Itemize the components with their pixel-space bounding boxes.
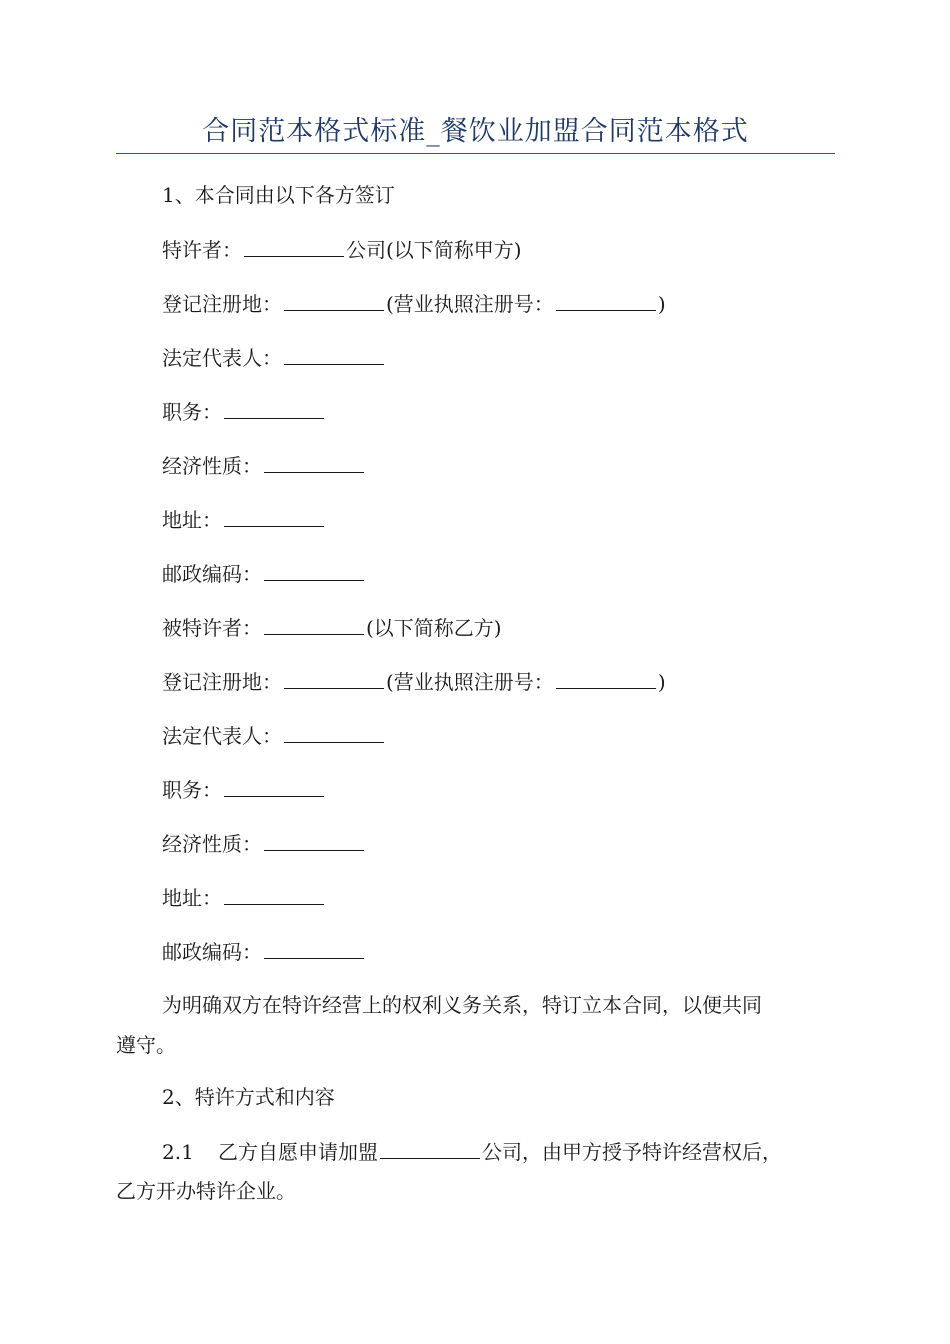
fill-blank bbox=[284, 666, 384, 689]
fill-blank bbox=[264, 936, 364, 959]
fill-blank bbox=[284, 342, 384, 365]
franchisor-label: 特许者： bbox=[162, 238, 242, 262]
position-label: 职务： bbox=[162, 778, 222, 802]
economic-nature-label: 经济性质： bbox=[162, 832, 262, 856]
franchisor-suffix: 公司(以下简称甲方) bbox=[346, 238, 522, 262]
party-a-registration-line bbox=[162, 288, 666, 319]
clause-2-1-line-1 bbox=[162, 1136, 782, 1167]
party-a-franchisor-line bbox=[162, 234, 522, 265]
franchisee-label: 被特许者： bbox=[162, 616, 262, 640]
clause-text-post: 公司，由甲方授予特许经营权后， bbox=[482, 1140, 782, 1164]
party-b-postcode-line bbox=[162, 936, 366, 967]
fill-blank bbox=[264, 558, 364, 581]
registration-label: 登记注册地： bbox=[162, 670, 282, 694]
license-close: ) bbox=[657, 292, 666, 316]
purpose-paragraph-line-1: 为明确双方在特许经营上的权利义务关系，特订立本合同，以便共同 bbox=[162, 993, 762, 1017]
fill-blank bbox=[224, 882, 324, 905]
fill-blank bbox=[224, 396, 324, 419]
clause-2-1-line-2: 乙方开办特许企业。 bbox=[116, 1179, 296, 1203]
fill-blank bbox=[264, 450, 364, 473]
section-2-heading: 2、特许方式和内容 bbox=[162, 1085, 335, 1109]
registration-label: 登记注册地： bbox=[162, 292, 282, 316]
party-a-address-line bbox=[162, 504, 326, 535]
fill-blank bbox=[556, 288, 656, 311]
party-a-representative-line bbox=[162, 342, 386, 373]
representative-label: 法定代表人： bbox=[162, 724, 282, 748]
party-a-nature-line bbox=[162, 450, 366, 481]
party-b-position-line bbox=[162, 774, 326, 805]
party-a-postcode-line bbox=[162, 558, 366, 589]
address-label: 地址： bbox=[162, 886, 222, 910]
position-label: 职务： bbox=[162, 400, 222, 424]
fill-blank bbox=[244, 234, 344, 257]
license-label: (营业执照注册号： bbox=[386, 670, 554, 694]
franchisee-suffix: (以下简称乙方) bbox=[366, 616, 502, 640]
title-underline bbox=[116, 153, 835, 154]
fill-blank bbox=[284, 720, 384, 743]
representative-label: 法定代表人： bbox=[162, 346, 282, 370]
party-a-position-line bbox=[162, 396, 326, 427]
fill-blank bbox=[556, 666, 656, 689]
clause-text-pre: 乙方自愿申请加盟 bbox=[218, 1140, 378, 1164]
party-b-address-line bbox=[162, 882, 326, 913]
fill-blank bbox=[380, 1136, 480, 1159]
party-b-franchisee-line bbox=[162, 612, 502, 643]
license-close: ) bbox=[657, 670, 666, 694]
party-b-nature-line bbox=[162, 828, 366, 859]
party-b-representative-line bbox=[162, 720, 386, 751]
party-b-registration-line bbox=[162, 666, 666, 697]
section-1-heading: 1、本合同由以下各方签订 bbox=[162, 183, 395, 207]
fill-blank bbox=[224, 774, 324, 797]
license-label: (营业执照注册号： bbox=[386, 292, 554, 316]
document-title: 合同范本格式标准_餐饮业加盟合同范本格式 bbox=[202, 116, 749, 147]
purpose-paragraph-line-2: 遵守。 bbox=[116, 1033, 176, 1057]
fill-blank bbox=[264, 828, 364, 851]
address-label: 地址： bbox=[162, 508, 222, 532]
clause-number: 2.1 bbox=[162, 1140, 194, 1164]
fill-blank bbox=[224, 504, 324, 527]
postcode-label: 邮政编码： bbox=[162, 940, 262, 964]
economic-nature-label: 经济性质： bbox=[162, 454, 262, 478]
fill-blank bbox=[284, 288, 384, 311]
postcode-label: 邮政编码： bbox=[162, 562, 262, 586]
fill-blank bbox=[264, 612, 364, 635]
